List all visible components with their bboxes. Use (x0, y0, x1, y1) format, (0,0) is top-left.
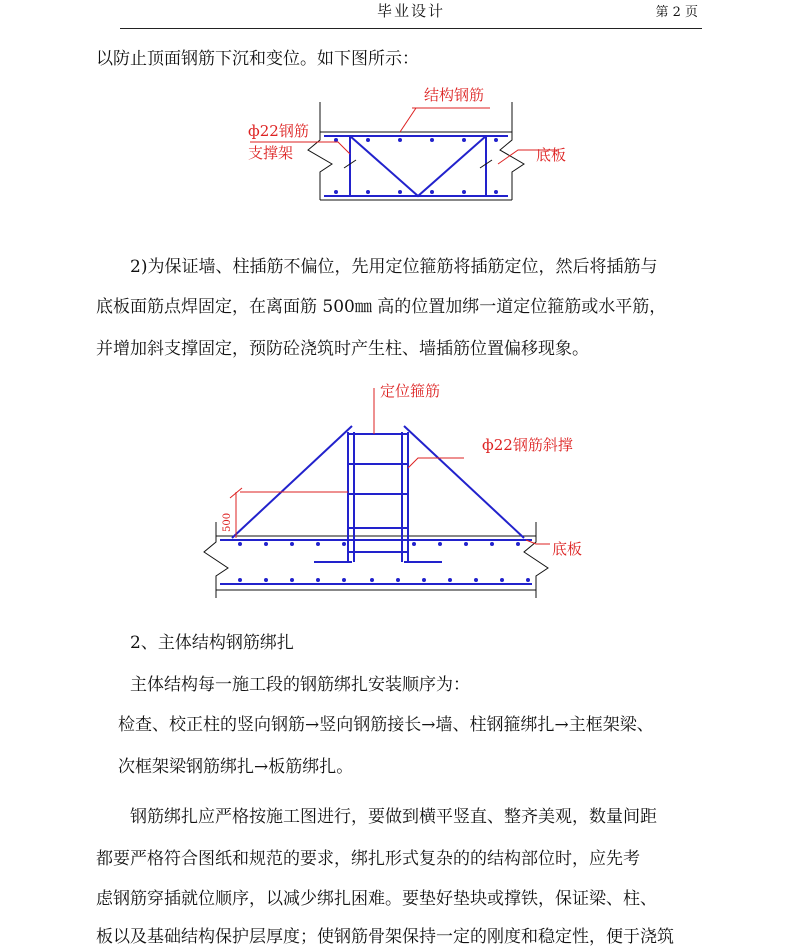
dowel-positioning-figure (196, 372, 616, 604)
figure2-label-top: 定位箍筋 (380, 382, 441, 400)
paragraph-line: 板以及基础结构保护层厚度；使钢筋骨架保持一定的刚度和稳定性，便于浇筑 (96, 927, 674, 947)
support-frame-figure (240, 80, 610, 220)
paragraph-line: 主体结构每一施工段的钢筋绑扎安装顺序为： (130, 675, 470, 695)
paragraph-line: 以防止顶面钢筋下沉和变位。如下图所示： (96, 49, 419, 69)
figure2-label-right-top: ф22钢筋斜撑 (482, 436, 573, 454)
section-heading: 2、主体结构钢筋绑扎 (130, 633, 294, 653)
figure1-label-right: 底板 (536, 146, 567, 164)
header-title: 毕业设计 (376, 2, 445, 20)
paragraph-line: 虑钢筋穿插就位顺序，以减少绑扎困难。要垫好垫块或撑铁，保证梁、柱、 (96, 889, 657, 909)
figure1-label-left-2: 支撑架 (248, 144, 294, 162)
page-header (120, 0, 702, 29)
dimension-label: 500 (222, 512, 233, 532)
paragraph-line: 2)为保证墙、柱插筋不偏位，先用定位箍筋将插筋定位，然后将插筋与 (130, 257, 658, 277)
paragraph-line: 并增加斜支撑固定，预防砼浇筑时产生柱、墙插筋位置偏移现象。 (96, 339, 589, 359)
paragraph-line: 底板面筋点焊固定，在离面筋 500㎜ 高的位置加绑一道定位箍筋或水平筋， (96, 297, 667, 317)
page-number: 第 2 页 (655, 5, 698, 20)
paragraph-line: 都要严格符合图纸和规范的要求，绑扎形式复杂的的结构部位时，应先考 (96, 849, 640, 869)
figure1-label-left-1: ф22钢筋 (248, 122, 309, 140)
figure2-label-right: 底板 (552, 540, 583, 558)
paragraph-line: 钢筋绑扎应严格按施工图进行，要做到横平竖直、整齐美观，数量间距 (130, 807, 657, 827)
figure1-label-top: 结构钢筋 (424, 86, 485, 104)
paragraph-line: 次框架梁钢筋绑扎→板筋绑扎。 (118, 757, 354, 777)
paragraph-line: 检查、校正柱的竖向钢筋→竖向钢筋接长→墙、柱钢箍绑扎→主框架梁、 (118, 715, 654, 735)
